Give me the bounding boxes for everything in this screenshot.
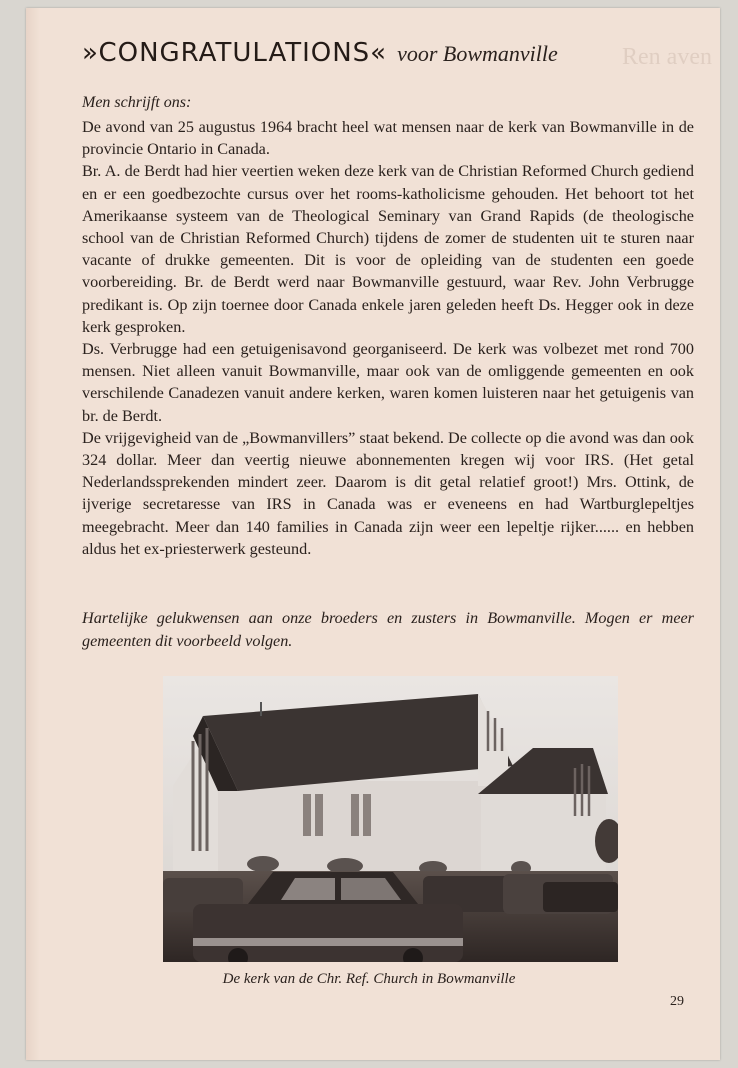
- title-main: »CONGRATULATIONS«: [82, 38, 388, 68]
- paragraph: Ds. Verbrugge had een getuigenisavond georganiseerd. De kerk was volbezet met rond 700 mensen. Niet alleen vanuit Bowmanville, maar ook van de omliggende gemeenten en ook verschilende Canadezen vanuit andere kerken, waren komen luisteren naar het getuigenis van br. de Berdt.: [82, 340, 694, 425]
- page-number: 29: [670, 994, 684, 1009]
- article-title: [82, 38, 702, 78]
- church-photo: [163, 676, 618, 962]
- paragraph: De avond van 25 augustus 1964 bracht heel wat mensen naar de kerk van Bowmanville in de provincie Ontario in Canada.: [82, 118, 694, 159]
- article-body: [82, 116, 694, 560]
- title-sub: voor Bowmanville: [397, 41, 558, 66]
- church-photo-image: [163, 676, 618, 962]
- photo-caption: De kerk van de Chr. Ref. Church in Bowmanville: [222, 971, 516, 987]
- closing-remark: Hartelijke gelukwensen aan onze broeders en zusters in Bowmanville. Mogen er meer gemeenten dit voorbeeld volgen.: [82, 609, 694, 650]
- paragraph: De vrijgevigheid van de „Bowmanvillers” staat bekend. De collecte op die avond was dan ook 324 dollar. Meer dan veertig nieuwe abonnementen kregen wij voor IRS. (Het getal Nederlandssprekenden mindert zeer. Daarom is dit getal relatief groot!) Mrs. Ottink, de ijverige secretaresse van IRS in Canada was er eveneens en had Wartburglepeltjes meegebracht. Meer dan 140 families in Canada zijn weer een lepeltje rijker...... en hebben aldus het ex-priesterwerk gesteund.: [82, 428, 694, 558]
- intro-line: Men schrijft ons:: [82, 94, 192, 111]
- paragraph: Br. A. de Berdt had hier veertien weken deze kerk van de Christian Reformed Church gediend en er een goedbezochte cursus over het rooms-katholicisme gehouden. Het behoort tot het Amerikaanse systeem van de Theological Seminary van Grand Rapids (de theologische school van de Christian Reformed Church) tijdens de zomer de studenten uit te sturen naar vacante of drukke gemeenten. Dit is voor de opleiding van de studenten een goede voorbereiding. Br. de Berdt werd naar Bowmanville gestuurd, waar Rev. John Verbrugge predikant is. Op zijn toernee door Canada enkele jaren geleden heeft Ds. Hegger ook in deze kerk gesproken.: [82, 162, 694, 336]
- bleed-through-text: Ren aven: [622, 44, 712, 70]
